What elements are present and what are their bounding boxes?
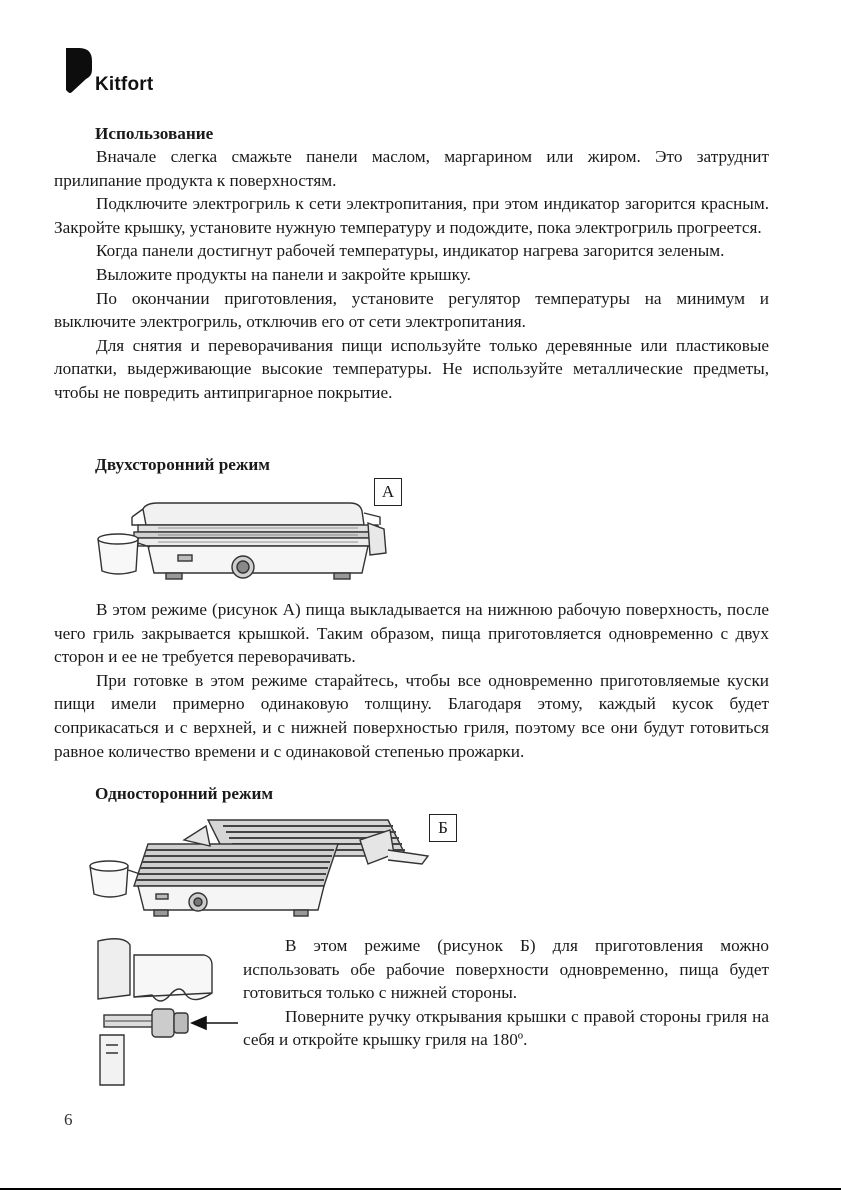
grill-closed-illustration (88, 495, 398, 595)
single-sided-heading: Односторонний режим (95, 784, 274, 803)
figure-label-b: Б (429, 814, 457, 842)
brand-logo (66, 48, 186, 98)
double-sided-paragraph: При готовке в этом режиме старайтесь, чтобы все одновременно приготовляемые куски пищи имели примерно одинаковую толщину. Благодаря этому, каждый кусок будет соприкасаться и с верхней, и с нижней поверхностью гриля, поэтому все они будут готовиться равное количество времени и с одинаковой степенью прожарки. (54, 670, 769, 761)
double-sided-paragraph: В этом режиме (рисунок А) пища выкладывается на нижнюю рабочую поверхность, после чего гриль закрывается крышкой. Таким образом, пища приготовляется одновременно с двух сторон и ее не требуется переворачивать. (54, 600, 769, 667)
usage-text (54, 145, 769, 405)
double-sided-heading: Двухсторонний режим (95, 455, 270, 474)
usage-paragraph: Когда панели достигнут рабочей температуры, индикатор нагрева загорится зеленым. (96, 241, 725, 261)
usage-heading: Использование (95, 124, 214, 143)
usage-paragraph: По окончании приготовления, установите регулятор температуры на минимум и выключите электрогриль, отключив его от сети электропитания. (54, 288, 769, 332)
single-sided-paragraph: Поверните ручку открывания крышки с правой стороны гриля на себя и откройте крышку гриля на 180º. (243, 1006, 769, 1050)
brand-name: Kitfort (95, 74, 154, 95)
figure-label-a: А (374, 478, 402, 506)
single-sided-paragraph: В этом режиме (рисунок Б) для приготовления можно использовать обе рабочие поверхности одновременно, пища будет готовиться только с нижней стороны. (243, 936, 769, 1003)
handle-detail-illustration (94, 935, 238, 1091)
single-sided-text (243, 934, 769, 1052)
usage-paragraph: Для снятия и переворачивания пищи используйте только деревянные или пластиковые лопатки, выдерживающие высокие температуры. Не используйте металлические предметы, чтобы не повредить антипригарное покрытие. (54, 335, 769, 402)
usage-paragraph: Вначале слегка смажьте панели маслом, маргарином или жиром. Это затруднит прилипание продукта к поверхностям. (54, 147, 769, 190)
double-sided-text (54, 598, 769, 763)
bottom-rule (0, 1188, 841, 1190)
grill-open-illustration (88, 810, 438, 930)
usage-paragraph: Подключите электрогриль к сети электропитания, при этом индикатор загорится красным. Закройте крышку, установите нужную температуру и подождите, пока электрогриль прогреется. (54, 194, 769, 237)
kitfort-logo-icon (66, 48, 92, 94)
usage-paragraph: Выложите продукты на панели и закройте крышку. (96, 264, 471, 284)
page-number: 6 (64, 1110, 73, 1129)
